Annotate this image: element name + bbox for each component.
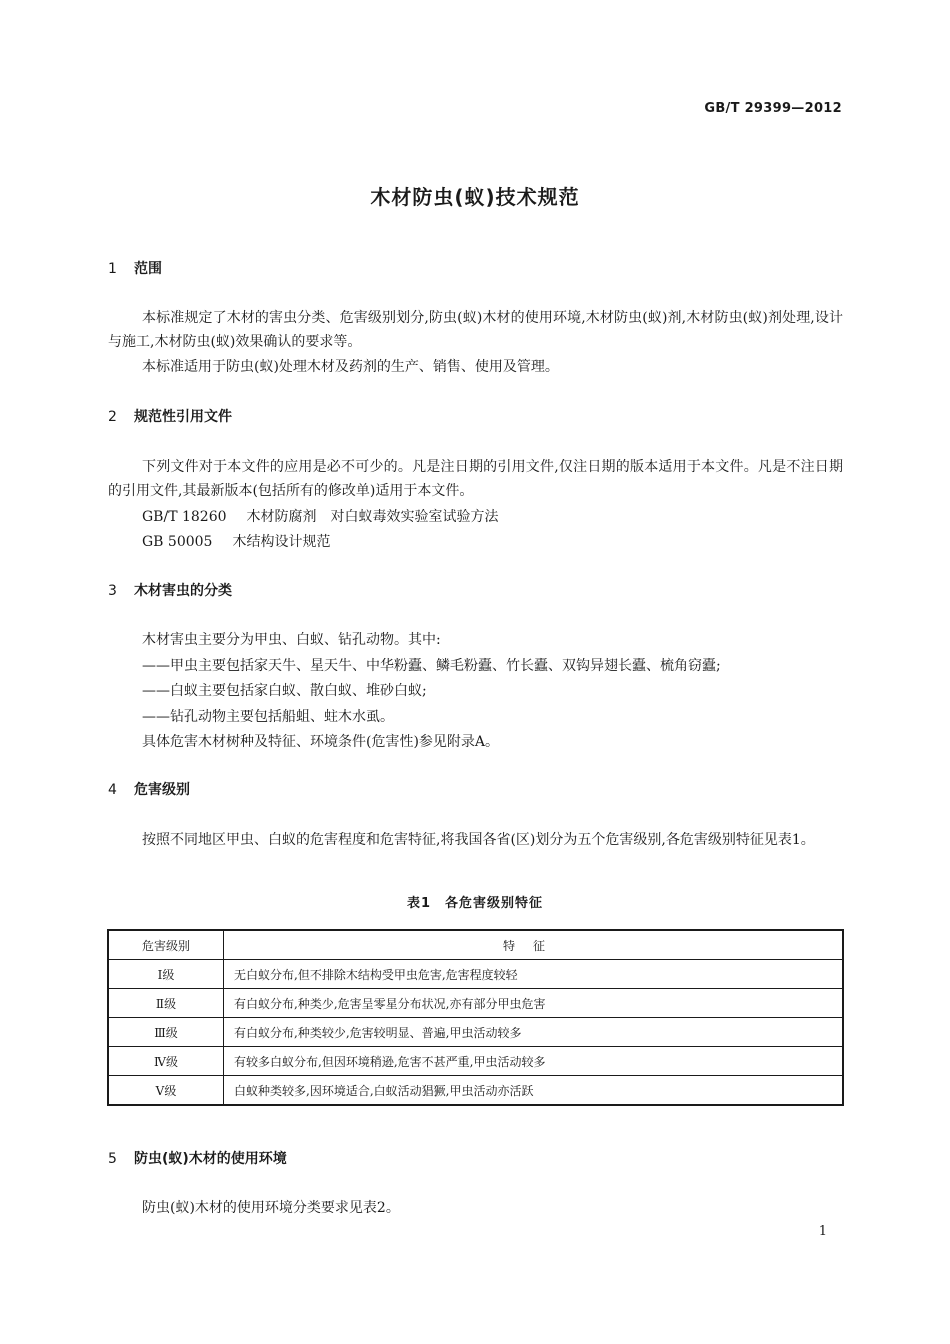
table-row <box>108 960 843 989</box>
section-2-paragraph-1: 下列文件对于本文件的应用是必不可少的。凡是注日期的引用文件,仅注日期的版本适用于本文件。凡是不注日期的引用文件,其最新版本(包括所有的修改单)适用于本文件。 <box>108 459 843 499</box>
section-1-heading <box>108 259 162 279</box>
reference-name: 木材防腐剂 对白蚁毒效实验室试验方法 <box>246 509 499 525</box>
table-row <box>108 1018 843 1047</box>
grade-cell: Ⅰ级 <box>108 960 224 989</box>
reference-code: GB/T 18260 <box>142 509 227 525</box>
section-4-paragraph-1: 按照不同地区甲虫、白蚁的危害程度和危害特征,将我国各省(区)划分为五个危害级别,各危害级别特征见表1。 <box>142 832 815 848</box>
reference-item <box>142 505 842 529</box>
section-3-heading <box>108 581 232 601</box>
reference-item <box>142 530 842 554</box>
section-title: 木材害虫的分类 <box>134 583 232 599</box>
reference-name: 木结构设计规范 <box>232 534 331 550</box>
grade-cell: Ⅱ级 <box>108 989 224 1018</box>
list-item: 木材害虫主要分为甲虫、白蚁、钻孔动物。其中: <box>142 632 441 648</box>
section-number: 3 <box>108 583 117 599</box>
grade-cell: Ⅲ级 <box>108 1018 224 1047</box>
section-number: 2 <box>108 409 117 425</box>
section-5-paragraph-1: 防虫(蚁)木材的使用环境分类要求见表2。 <box>142 1200 400 1216</box>
section-title: 范围 <box>134 261 162 277</box>
page-number: 1 <box>818 1224 827 1239</box>
section-title: 防虫(蚁)木材的使用环境 <box>134 1151 287 1167</box>
section-2-heading <box>108 407 232 427</box>
section-title: 危害级别 <box>134 782 190 798</box>
section-1-paragraph-2: 本标准适用于防虫(蚁)处理木材及药剂的生产、销售、使用及管理。 <box>142 359 559 375</box>
feature-cell: 白蚁种类较多,因环境适合,白蚁活动猖獗,甲虫活动亦活跃 <box>224 1076 844 1106</box>
table-row <box>108 989 843 1018</box>
grade-cell: Ⅴ级 <box>108 1076 224 1106</box>
feature-cell: 有白蚁分布,种类较少,危害较明显、普遍,甲虫活动较多 <box>224 1018 844 1047</box>
table-row <box>108 1076 843 1106</box>
table-caption: 表1 各危害级别特征 <box>406 896 544 911</box>
feature-cell: 有白蚁分布,种类少,危害呈零星分布状况,亦有部分甲虫危害 <box>224 989 844 1018</box>
section-4-heading <box>108 780 190 800</box>
section-title: 规范性引用文件 <box>134 409 232 425</box>
table-header-row <box>108 930 843 960</box>
section-number: 4 <box>108 782 117 798</box>
reference-code: GB 50005 <box>142 534 213 550</box>
section-1-paragraph-1: 本标准规定了木材的害虫分类、危害级别划分,防虫(蚁)木材的使用环境,木材防虫(蚁)剂,木材防虫(蚁)剂处理,设计与施工,木材防虫(蚁)效果确认的要求等。 <box>108 310 843 350</box>
list-item: 具体危害木材树种及特征、环境条件(危害性)参见附录A。 <box>142 734 500 750</box>
list-item: ——白蚁主要包括家白蚁、散白蚁、堆砂白蚁; <box>142 683 427 699</box>
section-5-heading <box>108 1149 287 1169</box>
section-number: 5 <box>108 1151 117 1167</box>
list-item: ——钻孔动物主要包括船蛆、蛀木水虱。 <box>142 709 394 725</box>
standard-code: GB/T 29399—2012 <box>704 101 842 116</box>
column-header: 危害级别 <box>108 930 224 960</box>
list-item: ——甲虫主要包括家天牛、星天牛、中华粉蠹、鳞毛粉蠹、竹长蠹、双钩异翅长蠹、梳角窃蠹; <box>142 658 721 674</box>
feature-cell: 有较多白蚁分布,但因环境稍逊,危害不甚严重,甲虫活动较多 <box>224 1047 844 1076</box>
grade-cell: Ⅳ级 <box>108 1047 224 1076</box>
hazard-grade-table <box>107 929 844 1106</box>
feature-cell: 无白蚁分布,但不排除木结构受甲虫危害,危害程度较轻 <box>224 960 844 989</box>
table-row <box>108 1047 843 1076</box>
column-header: 特征 <box>224 930 844 960</box>
section-number: 1 <box>108 261 117 277</box>
document-title: 木材防虫(蚁)技术规范 <box>370 185 580 209</box>
